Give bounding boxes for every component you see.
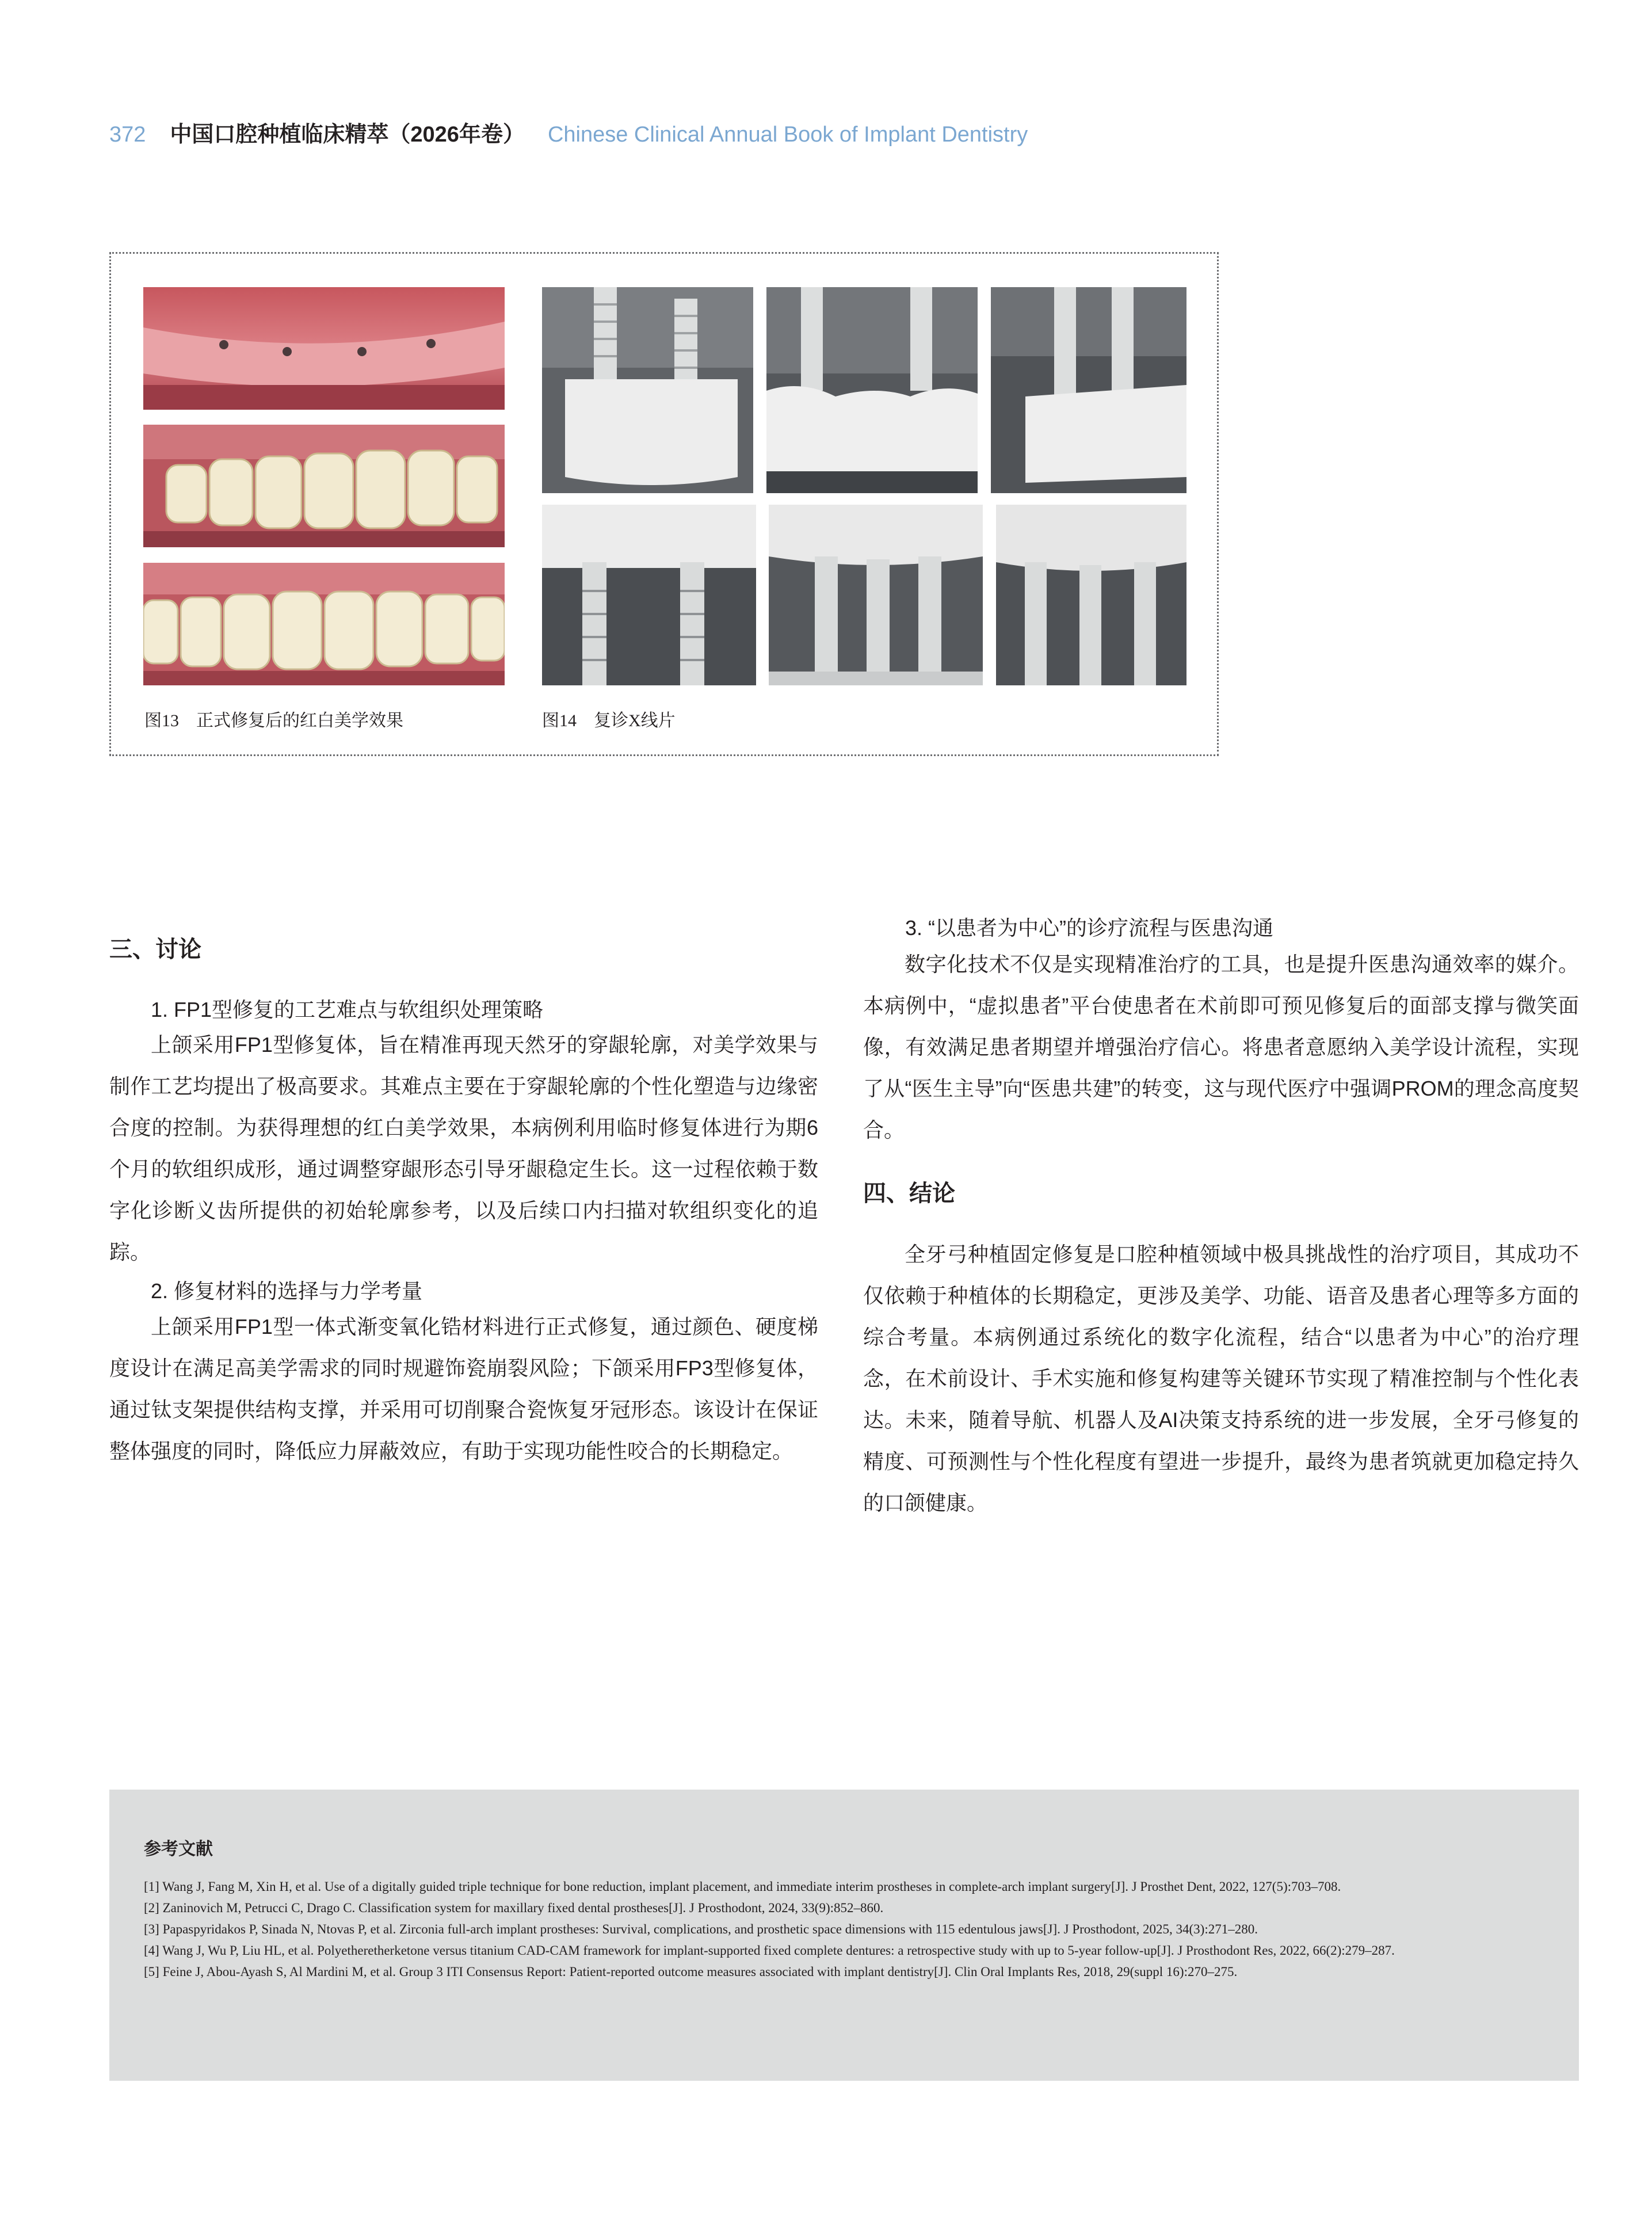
fig14-xray-3 — [991, 287, 1186, 493]
fig13-photo-smile-lateral — [143, 425, 505, 547]
reference-item: [3] Papaspyridakos P, Sinada N, Ntovas P, et al. Zirconia full-arch implant prostheses: Survival, complications, and prosthetic space dimensions with 115 edentulous jaws[J]. J Prosthodont, 2025, 34(3):271–280. — [144, 1922, 1258, 1936]
subsection-1-text: 上颌采用FP1型修复体，旨在精准再现天然牙的穿龈轮廓，对美学效果与制作工艺均提出了极高要求。其难点主要在于穿龈轮廓的个性化塑造与边缘密合度的控制。为获得理想的红白美学效果，本病例利用临时修复体进行为期6个月的软组织成形，通过调整穿龈形态引导牙龈稳定生长。这一过程依赖于数字化诊断义齿所提供的初始轮廓参考，以及后续口内扫描对软组织变化的追踪。 — [109, 1033, 818, 1264]
page-number: 372 — [109, 123, 146, 147]
reference-item: [5] Feine J, Abou-Ayash S, Al Mardini M, et al. Group 3 ITI Consensus Report: Patient-reported outcome measures associated with implant dentistry[J]. Clin Oral Implants Res, 2018, 29(suppl 16):270–275. — [144, 1965, 1238, 1979]
section-4-text: 全牙弓种植固定修复是口腔种植领域中极具挑战性的治疗项目，其成功不仅依赖于种植体的长期稳定，更涉及美学、功能、语音及患者心理等多方面的综合考量。本病例通过系统化的数字化流程，结合“以患者为中心”的治疗理念，在术前设计、手术实施和修复构建等关键环节实现了精准控制与个性化表达。未来，随着导航、机器人及AI决策支持系统的进一步发展，全牙弓修复的精度、可预测性与个性化程度有望进一步提升，最终为患者筑就更加稳定持久的口颌健康。 — [863, 1242, 1579, 1515]
fig14-xray-6 — [996, 505, 1186, 685]
section-3-heading: 三、讨论 — [109, 937, 201, 962]
book-title-cn: 中国口腔种植临床精萃（2026年卷） — [170, 123, 525, 147]
subsection-1-heading: 1. FP1型修复的工艺难点与软组织处理策略 — [151, 998, 544, 1021]
fig13-caption: 图13 正式修复后的红白美学效果 — [144, 711, 403, 730]
reference-item: [4] Wang J, Wu P, Liu HL, et al. Polyetheretherketone versus titanium CAD-CAM framework for implant-supported fixed complete dentures: a retrospective study with up to 5-year follow-up[J]. J Prosthodont Res, 2022, 66(2):279–287. — [144, 1943, 1395, 1958]
references-title: 参考文献 — [144, 1840, 213, 1859]
fig14-xray-2 — [766, 287, 978, 493]
subsection-2-heading: 2. 修复材料的选择与力学考量 — [151, 1279, 423, 1303]
subsection-3-heading: 3. “以患者为中心”的诊疗流程与医患沟通 — [905, 916, 1274, 940]
fig14-xray-5 — [769, 505, 983, 685]
section-4-heading: 四、结论 — [863, 1181, 955, 1206]
references-box — [109, 1790, 1579, 2081]
fig14-xray-1 — [542, 287, 753, 493]
subsection-3-text: 数字化技术不仅是实现精准治疗的工具，也是提升医患沟通效率的媒介。本病例中，“虚拟患者”平台使患者在术前即可预见修复后的面部支撑与微笑面像，有效满足患者期望并增强治疗信心。将患者意愿纳入美学设计流程，实现了从“医生主导”向“医患共建”的转变，这与现代医疗中强调PROM的理念高度契合。 — [863, 952, 1579, 1142]
subsection-2-text: 上颌采用FP1型一体式渐变氧化锆材料进行正式修复，通过颜色、硬度梯度设计在满足高美学需求的同时规避饰瓷崩裂风险；下颌采用FP3型修复体，通过钛支架提供结构支撑，并采用可切削聚合瓷恢复牙冠形态。该设计在保证整体强度的同时，降低应力屏蔽效应，有助于实现功能性咬合的长期稳定。 — [109, 1315, 818, 1463]
figure-box — [109, 252, 1219, 756]
reference-item: [1] Wang J, Fang M, Xin H, et al. Use of a digitally guided triple technique for bone reduction, implant placement, and immediate interim prostheses in complete-arch implant surgery[J]. J Prosthet Dent, 2022, 127(5):703–708. — [144, 1879, 1341, 1894]
fig13-photo-upper-arch — [143, 287, 505, 410]
fig13-photo-smile-frontal — [143, 563, 505, 685]
fig14-caption: 图14 复诊X线片 — [542, 711, 676, 730]
reference-item: [2] Zaninovich M, Petrucci C, Drago C. Classification system for maxillary fixed dental prostheses[J]. J Prosthodont, 2024, 33(9):852–860. — [144, 1901, 884, 1915]
references-list — [144, 1876, 1548, 1982]
fig14-xray-4 — [542, 505, 756, 685]
running-header — [109, 116, 1028, 151]
book-title-en: Chinese Clinical Annual Book of Implant Dentistry — [547, 123, 1028, 147]
